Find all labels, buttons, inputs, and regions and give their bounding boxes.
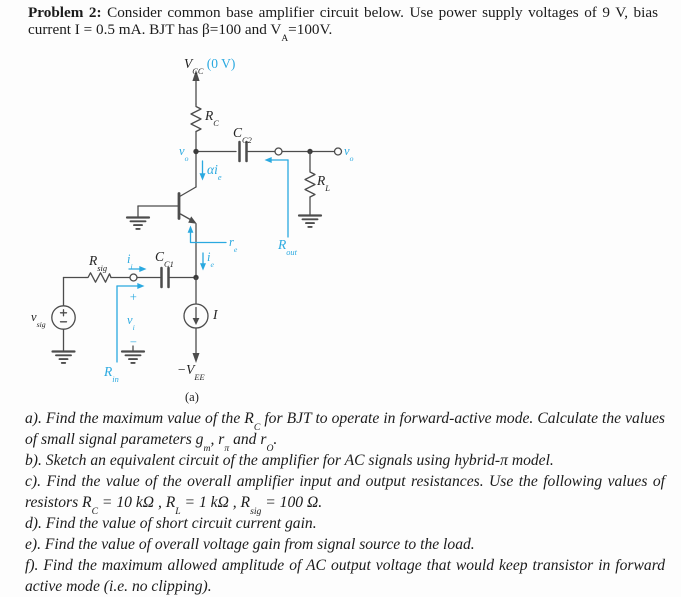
alpha-ie-arrow <box>200 161 206 181</box>
vo-out-label: $v_o$ <box>344 144 354 163</box>
vo-terminal <box>335 148 342 155</box>
vo-node-dot <box>193 149 198 154</box>
bias-current-source <box>184 278 208 364</box>
vcc-label <box>184 56 236 77</box>
rout-label: $R_{out}$ <box>278 237 297 258</box>
re-label: $r_e$ <box>229 235 238 254</box>
base-ground <box>127 206 179 229</box>
bias-current-label: I <box>213 307 218 322</box>
rc-label: $R_C$ <box>205 108 219 129</box>
vsig-source <box>52 306 75 329</box>
question-b: b). Sketch an equivalent circuit of the amplifier for AC signals using hybrid-π model. <box>25 452 554 469</box>
cc1-capacitor <box>162 268 169 287</box>
question-a: a). Find the maximum value of the $R_C$ for BJT to operate in forward-active mode. Calculate the values of small signal parameters $g_m$, $r_\pi$ and $r_O$. <box>25 410 665 454</box>
vsig-ground <box>53 329 75 363</box>
question-list <box>25 408 665 597</box>
vee-label: $-V_{EE}$ <box>177 362 205 383</box>
rl-label: $R_L$ <box>317 173 330 194</box>
ie-label: $i_e$ <box>207 250 214 269</box>
vcc-symbol: $V_{CC}$ <box>184 56 204 77</box>
cc1-label: $C_{C1}$ <box>155 249 174 270</box>
alpha-ie-label: $\alpha i_e$ <box>207 162 222 183</box>
output-terminal-node <box>275 148 282 155</box>
rsig-resistor <box>86 273 111 282</box>
rout-pointer <box>265 157 289 237</box>
vsig-label: $v_{sig}$ <box>31 310 46 329</box>
question-d: d). Find the value of short circuit current gain. <box>25 515 317 532</box>
question-f: f). Find the maximum allowed amplitude of AC output voltage that would keep transistor in forward active mode (i.e. no clipping). <box>25 557 665 595</box>
question-e: e). Find the value of overall voltage gain from signal source to the load. <box>25 536 475 553</box>
rsig-label: $R_{sig}$ <box>89 253 108 274</box>
bjt-transistor <box>179 187 197 224</box>
vi-minus-label: − <box>129 335 138 349</box>
ii-label: $i_i$ <box>127 252 133 271</box>
vo-node-label: $v_o$ <box>179 144 189 163</box>
problem-title: Problem 2: Consider common base amplifier circuit below. Use power supply voltages of 9 V, bias current I = 0.5 mA. BJT has β=100 and $V_A=100V$. <box>28 4 658 44</box>
input-terminal-node <box>130 274 137 281</box>
annotations <box>117 157 288 362</box>
ie-arrow <box>200 253 206 271</box>
question-c: c). Find the value of the overall amplifier input and output resistances. Use the following values of resistors $R_C = 10$ kΩ , $R_L = 1$ kΩ , $R_{sig} = 100$ Ω. <box>25 473 665 517</box>
vi-plus-label: + <box>129 290 138 304</box>
rl-ground <box>299 216 321 227</box>
cc2-label: $C_{C2}$ <box>233 125 252 146</box>
re-pointer <box>188 226 226 243</box>
rin-label: $R_{in}$ <box>104 364 119 385</box>
vi-label: $v_i$ <box>127 313 135 332</box>
figure-caption: (a) <box>185 390 199 404</box>
rl-resistor <box>305 152 315 216</box>
vcc-value: (0 V) <box>206 56 236 71</box>
rc-resistor <box>191 104 201 132</box>
